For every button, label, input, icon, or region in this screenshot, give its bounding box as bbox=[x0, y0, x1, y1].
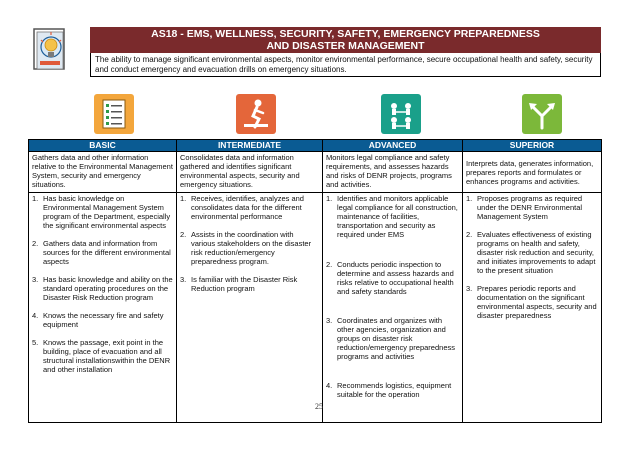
list-item: 4. Recommends logistics, equipment suitable for the operation bbox=[326, 381, 452, 399]
list-item: 5. Knows the passage, exit point in the building, place of evacuation and all structural installationswithin the DENR and other installation bbox=[32, 338, 171, 374]
title-line-2: AND DISASTER MANAGEMENT bbox=[266, 40, 425, 52]
list-item: 3. Coordinates and organizes with other agencies, organization and groups on disaster risk reduction/emergency preparedness programs and activities bbox=[326, 316, 455, 361]
list-item: 1. Receives, identifies, analyzes and consolidates data for the different environmental performance bbox=[180, 194, 304, 221]
list-item: 2. Conducts periodic inspection to determine and assess hazards and risks relative to occupational health and safety standards bbox=[326, 260, 454, 296]
level-summary-advanced: Monitors legal compliance and safety requirements, and assesses hazards and risks of DENR projects, programs and activities. bbox=[323, 152, 463, 193]
list-item: 2. Gathers data and information from sources for the different environmental aspects bbox=[32, 239, 171, 266]
list-item: 4. Knows the necessary fire and safety equipment bbox=[32, 311, 164, 329]
level-header-advanced: ADVANCED bbox=[323, 140, 463, 152]
level-header-basic: BASIC bbox=[29, 140, 177, 152]
checklist-icon bbox=[94, 94, 134, 134]
list-item: 1. Has basic knowledge on Environmental Management System program of the Department, especially the significant environmental aspects bbox=[32, 194, 171, 230]
list-item: 1. Proposes programs as required under the DENR Environmental Management System bbox=[466, 194, 583, 221]
proficiency-table bbox=[28, 139, 602, 423]
list-item: 3. Is familiar with the Disaster Risk Reduction program bbox=[180, 275, 298, 293]
level-summary-intermediate: Consolidates data and information gathered and identifies significant environmental aspects, security and emergency situations. bbox=[177, 152, 323, 193]
running-person-icon bbox=[236, 94, 276, 134]
level-summary-superior: Interprets data, generates information, prepares reports and formulates or enhances programs and activities. bbox=[463, 152, 602, 193]
level-items-superior bbox=[463, 193, 602, 423]
level-header-intermediate: INTERMEDIATE bbox=[177, 140, 323, 152]
level-summary-basic: Gathers data and other information relative to the Environmental Management System, security and emergency situations. bbox=[29, 152, 177, 193]
level-items-basic bbox=[29, 193, 177, 423]
people-network-icon bbox=[381, 94, 421, 134]
title-line-1: AS18 - EMS, WELLNESS, SECURITY, SAFETY, EMERGENCY PREPAREDNESS bbox=[151, 28, 540, 40]
competency-title bbox=[90, 27, 601, 53]
level-header-superior: SUPERIOR bbox=[463, 140, 602, 152]
competency-description: The ability to manage significant environmental aspects, monitor environmental performance, secure occupational health and safety, security and conduct emergency and evacuation drills on emergency situations. bbox=[90, 53, 601, 77]
branching-arrows-icon bbox=[522, 94, 562, 134]
list-item: 2. Assists in the coordination with various stakeholders on the disaster risk reduction/emergency preparedness program. bbox=[180, 230, 312, 266]
lightbulb-book-icon bbox=[28, 27, 88, 77]
list-item: 3. Has basic knowledge and ability on the standard operating procedures on the Disaster Risk Reduction program bbox=[32, 275, 173, 302]
level-items-advanced bbox=[323, 193, 463, 423]
level-items-intermediate bbox=[177, 193, 323, 423]
page-number: 25 bbox=[315, 402, 323, 411]
list-item: 2. Evaluates effectiveness of existing programs on health and safety, disaster risk reduction and security, and initiates improvements to adapt to the present situation bbox=[466, 230, 596, 275]
list-item: 3. Prepares periodic reports and documentation on the significant environmental aspects, security and disaster preparedness bbox=[466, 284, 597, 320]
list-item: 1. Identifies and monitors applicable legal compliance for all construction, maintenance of facilities, transportation and security as required under EMS bbox=[326, 194, 458, 239]
